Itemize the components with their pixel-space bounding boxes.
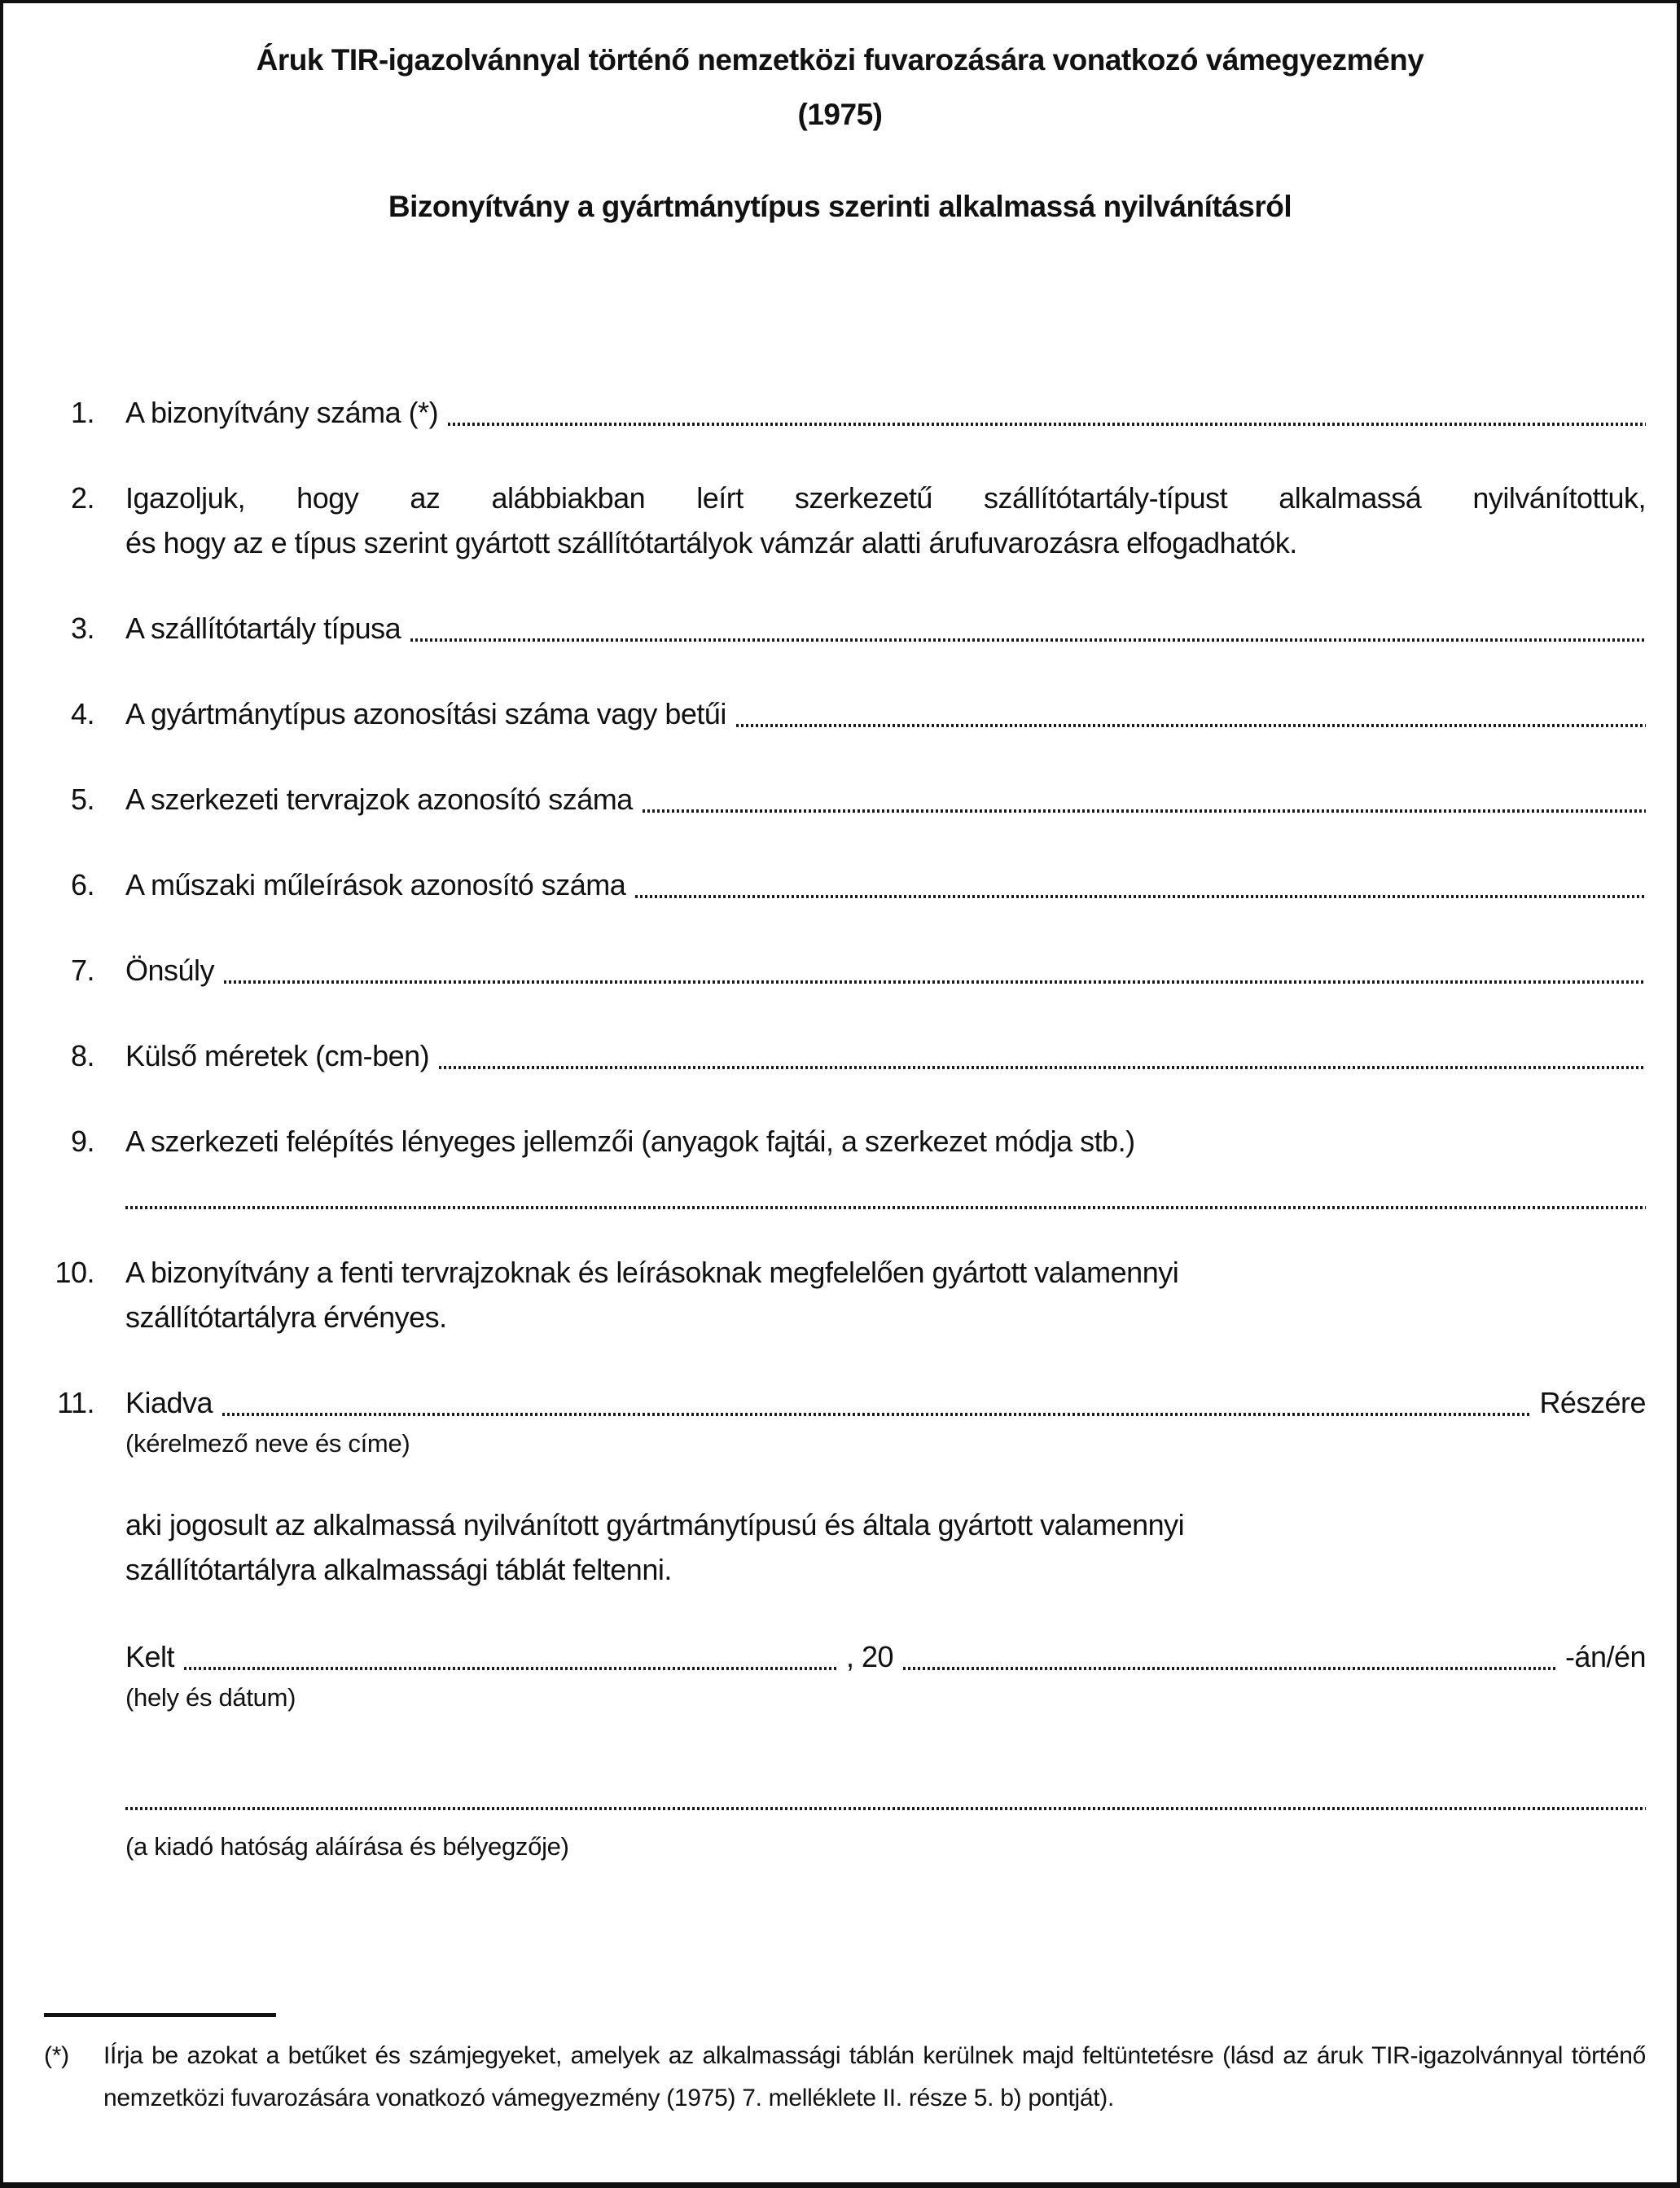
place-date-hint: (hely és dátum) (125, 1683, 296, 1712)
item-body (125, 476, 1646, 565)
item-body (125, 390, 1646, 435)
footnote-body (44, 2035, 1646, 2120)
date-section (125, 1634, 1646, 1716)
form-items (3, 390, 1677, 1462)
item-body (125, 948, 1646, 993)
item-body (125, 606, 1646, 651)
dotted-fill-line (448, 390, 1646, 435)
footnote-text: IÍrja be azokat a betűket és számjegyeket, amelyek az alkalmassági táblán kerülnek majd feltüntetésre (lásd az áruk TIR-igazolvánnyal történő nemzetközi fuvarozására vonatkozó vámegyezmény (1975) 7. melléklete II. része 5. b) pontját). (103, 2042, 1646, 2111)
form-item-8 (44, 1033, 1646, 1078)
item-label: A szerkezeti tervrajzok azonosító száma (125, 783, 633, 816)
dotted-fill-line (222, 1380, 1529, 1425)
item-label: A szállítótartály típusa (125, 612, 401, 645)
date-prefix: Kelt (125, 1640, 175, 1673)
item-body (125, 1380, 1646, 1462)
item-number: 7. (70, 954, 94, 987)
document-subtitle: Bizonyítvány a gyártmánytípus szerinti alkalmassá nyilvánításról (388, 190, 1292, 223)
item-number: 2. (70, 481, 94, 515)
form-item-5 (44, 777, 1646, 822)
form-item-1 (44, 390, 1646, 435)
item-number: 10. (55, 1256, 94, 1289)
footnote-separator-rule (44, 2013, 276, 2017)
footnote-section (44, 2013, 1646, 2120)
item-text-line: Igazoljuk, hogy az alábbiakban leírt szerkezetű szállítótartály-típust alkalmassá nyilvánítottuk, (125, 481, 1646, 515)
item-number: 8. (70, 1039, 94, 1072)
item-label: Külső méretek (cm-ben) (125, 1039, 430, 1072)
item-label: A műszaki műleírások azonosító száma (125, 868, 626, 901)
item-number: 9. (70, 1125, 94, 1158)
item-label: A szerkezeti felépítés lényeges jellemzői (anyagok fajtái, a szerkezet módja stb.) (125, 1125, 1135, 1158)
authorization-line: aki jogosult az alkalmassá nyilvánított gyártmánytípusú és általa gyártott valamennyi (125, 1508, 1185, 1541)
item-body (125, 1250, 1646, 1340)
dotted-fill-line (439, 1033, 1646, 1078)
dotted-fill-line (125, 1206, 1646, 1209)
item-number: 6. (70, 868, 94, 901)
item-label: A gyártmánytípus azonosítási száma vagy betűi (125, 697, 726, 730)
form-item-4 (44, 691, 1646, 736)
document-title: Áruk TIR-igazolvánnyal történő nemzetközi fuvarozására vonatkozó vámegyezmény (256, 43, 1424, 77)
item-body (125, 862, 1646, 907)
item-body (125, 1033, 1646, 1078)
item-label: A bizonyítvány száma (*) (125, 396, 439, 429)
authorization-paragraph (125, 1502, 1646, 1592)
item-body (125, 691, 1646, 736)
date-line (125, 1634, 1646, 1679)
signature-hint: (a kiadó hatóság aláírása és bélyegzője) (125, 1832, 569, 1861)
issued-to-suffix: Részére (1539, 1386, 1646, 1419)
item-body (125, 1119, 1646, 1209)
item-number: 5. (70, 783, 94, 816)
dotted-fill-line (736, 691, 1646, 736)
form-item-3 (44, 606, 1646, 651)
form-item-9 (44, 1119, 1646, 1209)
item-number: 4. (70, 697, 94, 730)
item-text-line: és hogy az e típus szerint gyártott szállítótartályok vámzár alatti árufuvarozásra elfogadhatók. (125, 526, 1297, 559)
item-text-line: szállítótartályra érvényes. (125, 1300, 447, 1334)
form-item-2 (44, 476, 1646, 565)
date-century: , 20 (845, 1640, 894, 1673)
issued-to-line (125, 1380, 1646, 1425)
item-number: 1. (70, 396, 94, 429)
dotted-fill-line (635, 862, 1646, 907)
form-item-10 (44, 1250, 1646, 1340)
footnote-marker: (*) (44, 2042, 69, 2069)
form-item-7 (44, 948, 1646, 993)
form-item-11 (44, 1380, 1646, 1462)
dotted-fill-line (643, 777, 1646, 822)
item-label: Kiadva (125, 1386, 213, 1419)
authorization-line: szállítótartályra alkalmassági táblát feltenni. (125, 1553, 672, 1586)
item-body (125, 777, 1646, 822)
item-number: 3. (70, 612, 94, 645)
dotted-fill-line (184, 1634, 836, 1679)
date-suffix: -án/én (1564, 1640, 1647, 1673)
dotted-fill-line (410, 606, 1646, 651)
applicant-name-hint: (kérelmező neve és címe) (125, 1429, 410, 1458)
document-title-year: (1975) (797, 98, 883, 131)
item-text-line: A bizonyítvány a fenti tervrajzoknak és leírásoknak megfelelően gyártott valamennyi (125, 1256, 1179, 1289)
item-number: 11. (57, 1386, 94, 1419)
dotted-fill-line (903, 1634, 1555, 1679)
form-item-6 (44, 862, 1646, 907)
signature-dotted-line (125, 1807, 1646, 1810)
item-label: Önsúly (125, 954, 215, 987)
document-header (3, 3, 1677, 229)
dotted-fill-line (224, 948, 1646, 993)
